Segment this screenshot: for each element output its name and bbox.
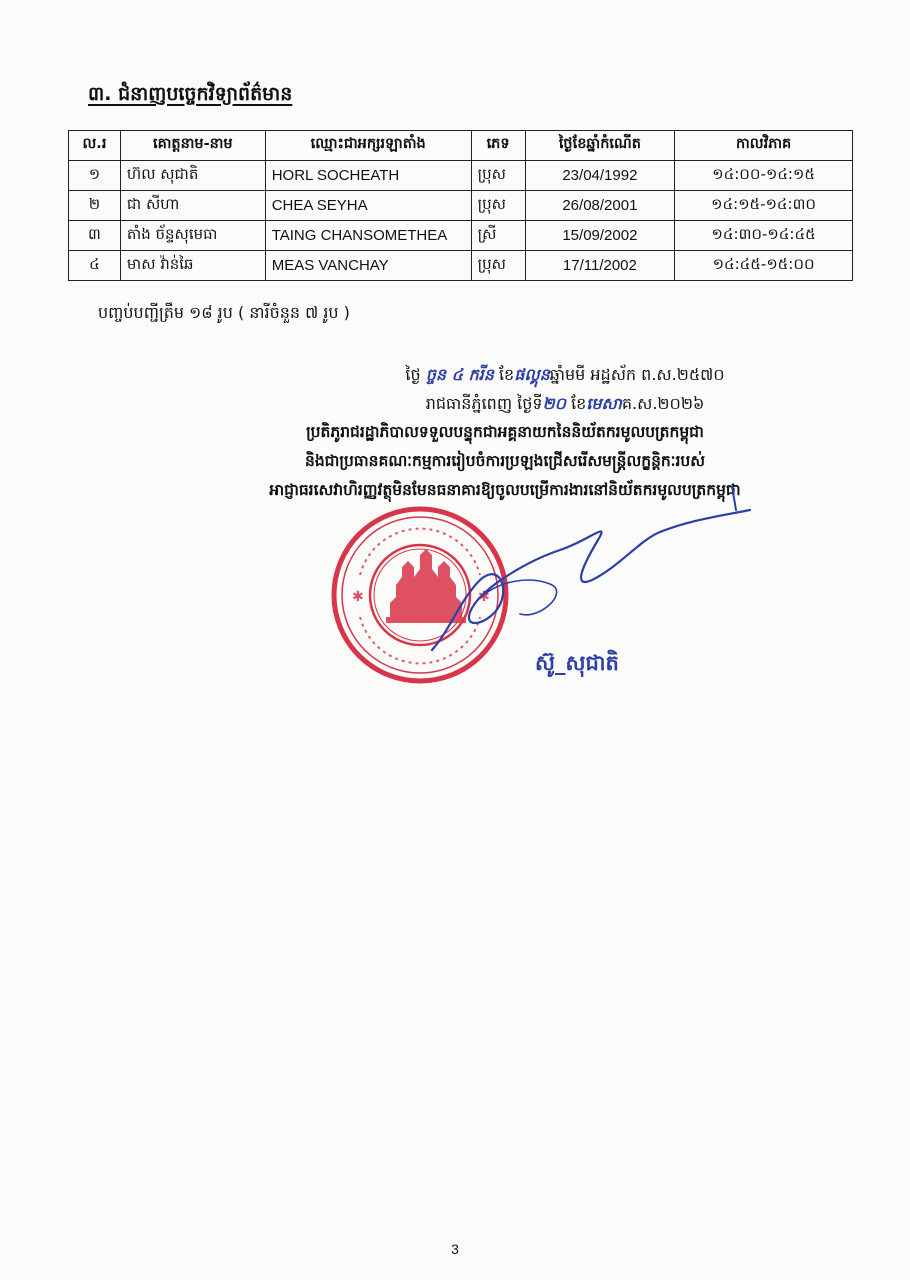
- header-schedule: កាលវិភាគ: [675, 131, 853, 161]
- list-closing-note: បញ្ចប់បញ្ជីត្រឹម ១៨ រូប ( នារីចំនួន ៧ រូប ): [98, 303, 350, 322]
- table-row: [69, 191, 853, 221]
- cell-latin-name: TAING CHANSOMETHEA: [265, 221, 471, 251]
- signer-title-line-1: ប្រតិភូរាជរដ្ឋាភិបាលទទួលបន្ទុកជាអគ្គនាយកនៃនិយ័តករមូលបត្រកម្ពុជា: [306, 423, 704, 441]
- cell-schedule: ១៤:៤៥-១៥:០០: [675, 251, 853, 281]
- signer-title-line-3: អាជ្ញាធរសេវាហិរញ្ញវត្ថុមិនមែនធនាគារឱ្យចូលបម្រើការងារនៅនិយ័តករមូលបត្រកម្ពុជា: [269, 481, 741, 499]
- svg-text:✱: ✱: [352, 589, 364, 605]
- cell-dob: 26/08/2001: [525, 191, 675, 221]
- cell-latin-name: MEAS VANCHAY: [265, 251, 471, 281]
- cell-schedule: ១៤:៣០-១៤:៤៥: [675, 221, 853, 251]
- table-header-row: [69, 131, 853, 161]
- header-dob: ថ្ងៃខែឆ្នាំកំណើត: [525, 131, 675, 161]
- table-row: [69, 221, 853, 251]
- cell-dob: 15/09/2002: [525, 221, 675, 251]
- cell-no: ១: [69, 161, 121, 191]
- header-name: គោត្តនាម-នាម: [120, 131, 265, 161]
- table-row: [69, 161, 853, 191]
- handwritten-lunar-month: ផល្គុន: [514, 365, 550, 384]
- cell-no: ៣: [69, 221, 121, 251]
- page-number: 3: [451, 1241, 459, 1257]
- candidates-table: [68, 130, 853, 281]
- signer-title-line-2: និងជាប្រធានគណៈកម្មការរៀបចំការប្រឡងជ្រើសរើសមន្ត្រីលក្ខន្តិកៈរបស់: [305, 452, 705, 470]
- cell-name: មាស វ៉ាន់ឆៃ: [120, 251, 265, 281]
- cell-latin-name: HORL SOCHEATH: [265, 161, 471, 191]
- cell-no: ២: [69, 191, 121, 221]
- cell-dob: 17/11/2002: [525, 251, 675, 281]
- solar-date-line: រាជធានីភ្នំពេញ ថ្ងៃទី២០ ខែមេសាគ.ស.២០២៦: [425, 394, 705, 413]
- cell-sex: ប្រុស: [471, 161, 525, 191]
- cell-name: តាំង ច័ន្ទសុមេធា: [120, 221, 265, 251]
- section-title: [88, 82, 292, 110]
- section-name: ជំនាញបច្ចេកវិទ្យាព័ត៌មាន: [118, 83, 293, 105]
- svg-text:✱: ✱: [478, 589, 490, 605]
- cell-sex: ប្រុស: [471, 191, 525, 221]
- header-sex: ភេទ: [471, 131, 525, 161]
- table-row: [69, 251, 853, 281]
- handwritten-signature: [420, 480, 760, 660]
- cell-dob: 23/04/1992: [525, 161, 675, 191]
- cell-name: ជា សីហា: [120, 191, 265, 221]
- signer-name: ស៊ូ_សុជាតិ: [535, 651, 619, 675]
- header-no: ល.រ: [69, 131, 121, 161]
- handwritten-day: ២០: [542, 394, 566, 413]
- cell-sex: ប្រុស: [471, 251, 525, 281]
- section-number: ៣.: [88, 83, 112, 105]
- cell-latin-name: CHEA SEYHA: [265, 191, 471, 221]
- handwritten-lunar-day: ច្ចន ៤ ករីន: [425, 365, 494, 384]
- lunar-date-line: ថ្ងៃ ច្ចន ៤ ករីន ខែផល្គុនឆ្នាំមមី អដ្ឋស័ក ព.ស.២៥៧០: [405, 365, 725, 384]
- cell-name: ហ៊ល សុជាតិ: [120, 161, 265, 191]
- cell-schedule: ១៤:០០-១៤:១៥: [675, 161, 853, 191]
- cell-sex: ស្រី: [471, 221, 525, 251]
- header-latin-name: ឈ្មោះជាអក្សរឡាតាំង: [265, 131, 471, 161]
- cell-schedule: ១៤:១៥-១៤:៣០: [675, 191, 853, 221]
- cell-no: ៤: [69, 251, 121, 281]
- handwritten-month: មេសា: [586, 394, 622, 413]
